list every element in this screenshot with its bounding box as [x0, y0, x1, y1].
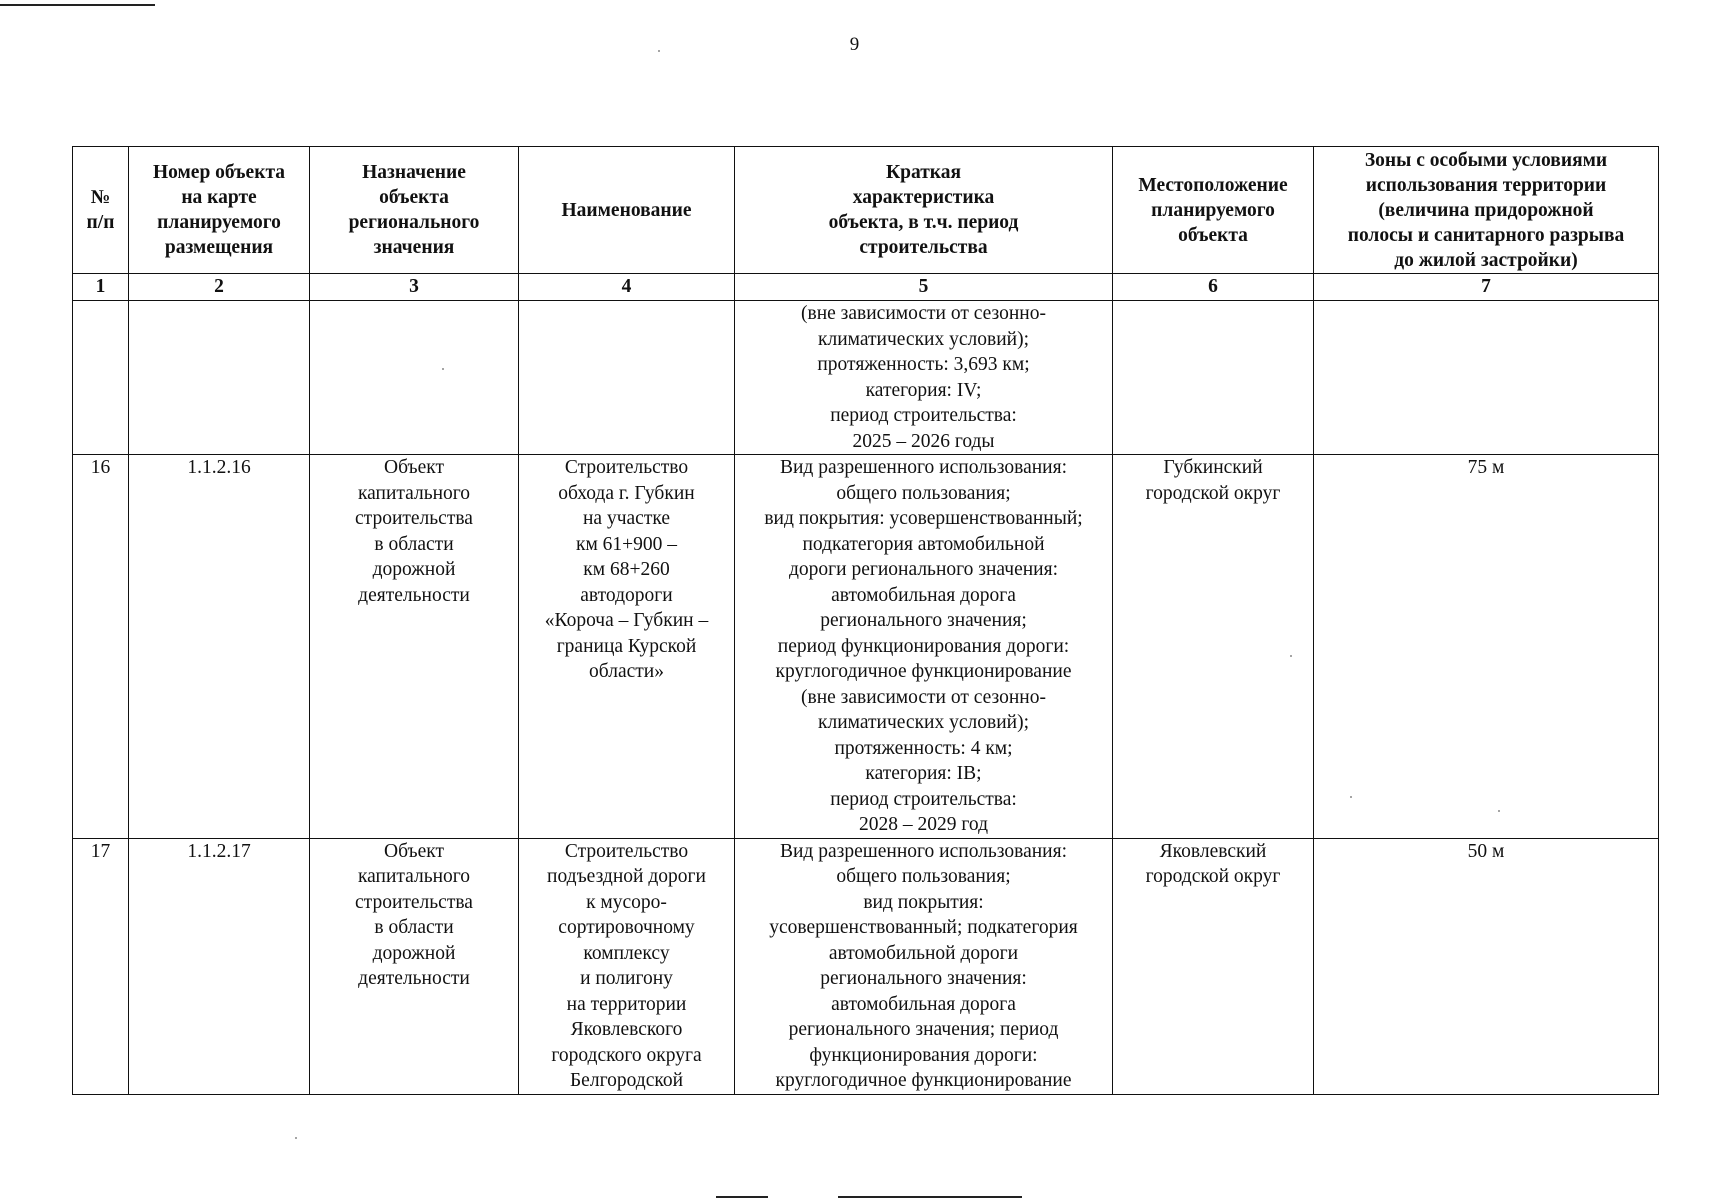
column-number: 2 [129, 274, 310, 301]
header-location: Местоположение планируемого объекта [1113, 147, 1314, 274]
scan-speck [1498, 810, 1500, 812]
cell-map-number: 1.1.2.17 [129, 838, 310, 1094]
scan-speck [1350, 796, 1352, 798]
cell-zones: 75 м [1314, 455, 1659, 839]
cell-number [73, 301, 129, 455]
header-number: № п/п [73, 147, 129, 274]
bottom-rule-right [838, 1196, 1022, 1198]
cell-purpose: Объект капитального строительства в области дорожной деятельности [310, 455, 519, 839]
cell-characteristics: Вид разрешенного использования: общего пользования; вид покрытия: усовершенствованный; подкатегория автомобильной дороги регионального значения: автомобильная дорога регионального значения; период функционирования дороги: круглогодичное функционирование (вне зависимости от сезонно- климатических условий); протяженность: 4 км; категория: IB; период строительства: 2028 – 2029 год [735, 455, 1113, 839]
cell-number: 16 [73, 455, 129, 839]
cell-map-number [129, 301, 310, 455]
scan-speck [295, 1137, 297, 1139]
column-number: 7 [1314, 274, 1659, 301]
bottom-rule-left [716, 1196, 768, 1198]
column-number-row [73, 274, 1659, 301]
table-row [73, 301, 1659, 455]
cell-name: Строительство обхода г. Губкин на участке км 61+900 – км 68+260 автодороги «Короча – Губкин – граница Курской области» [519, 455, 735, 839]
top-rule [0, 4, 155, 6]
header-characteristics: Краткая характеристика объекта, в т.ч. период строительства [735, 147, 1113, 274]
scan-speck [442, 368, 444, 370]
cell-name: Строительство подъездной дороги к мусоро- сортировочному комплексу и полигону на территории Яковлевского городского округа Белгородской [519, 838, 735, 1094]
cell-location: Губкинский городской округ [1113, 455, 1314, 839]
cell-zones: 50 м [1314, 838, 1659, 1094]
cell-purpose: Объект капитального строительства в области дорожной деятельности [310, 838, 519, 1094]
cell-characteristics: Вид разрешенного использования: общего пользования; вид покрытия: усовершенствованный; подкатегория автомобильной дороги регионального значения: автомобильная дорога регионального значения; период функционирования дороги: круглогодичное функционирование [735, 838, 1113, 1094]
column-number: 1 [73, 274, 129, 301]
header-name: Наименование [519, 147, 735, 274]
cell-name [519, 301, 735, 455]
cell-characteristics: (вне зависимости от сезонно- климатических условий); протяженность: 3,693 км; категория: IV; период строительства: 2025 – 2026 годы [735, 301, 1113, 455]
cell-purpose [310, 301, 519, 455]
column-number: 4 [519, 274, 735, 301]
table-row [73, 455, 1659, 839]
page-number: 9 [849, 34, 860, 55]
cell-location: Яковлевский городской округ [1113, 838, 1314, 1094]
header-map-number: Номер объекта на карте планируемого размещения [129, 147, 310, 274]
cell-map-number: 1.1.2.16 [129, 455, 310, 839]
header-purpose: Назначение объекта регионального значения [310, 147, 519, 274]
table-row [73, 838, 1659, 1094]
scan-speck [1290, 655, 1292, 657]
header-row [73, 147, 1659, 274]
column-number: 6 [1113, 274, 1314, 301]
scan-speck [658, 50, 660, 52]
planning-table [72, 146, 1659, 1095]
cell-location [1113, 301, 1314, 455]
cell-number: 17 [73, 838, 129, 1094]
column-number: 3 [310, 274, 519, 301]
header-zones: Зоны с особыми условиями использования территории (величина придорожной полосы и санитарного разрыва до жилой застройки) [1314, 147, 1659, 274]
column-number: 5 [735, 274, 1113, 301]
cell-zones [1314, 301, 1659, 455]
